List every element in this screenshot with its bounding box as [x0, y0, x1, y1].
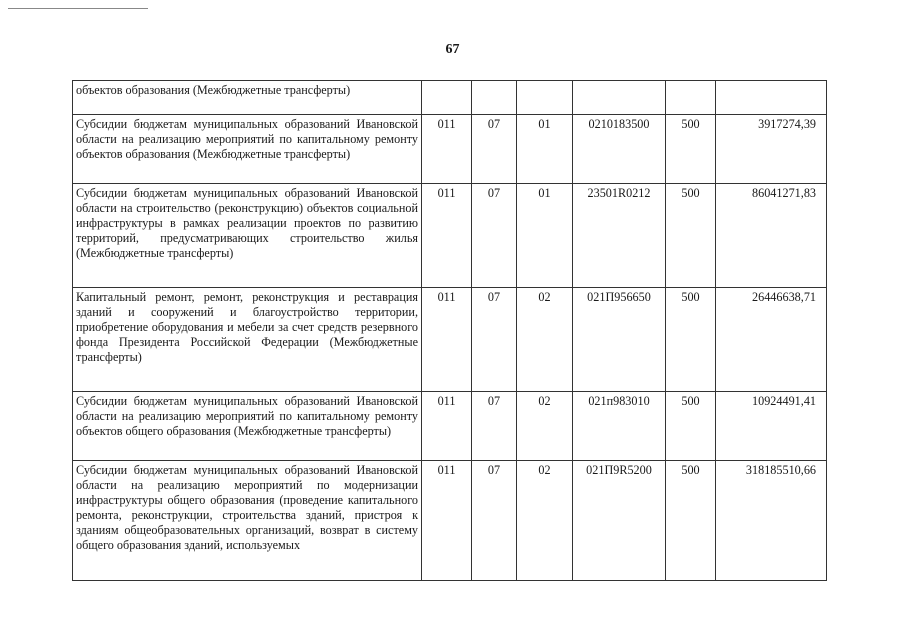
row-section-code: 07	[472, 288, 517, 392]
row-description: Субсидии бюджетам муниципальных образований Ивановской области на реализацию мероприятий по модернизации инфраструктуры общего образования (проведение капитального ремонта, реконструкции, строительства зданий, пристроя к зданиям общеобразовательных организаций, возврат в систему общего образования зданий, используемых	[73, 461, 422, 581]
table-row	[73, 81, 827, 115]
table-row	[73, 115, 827, 184]
row-amount: 3917274,39	[716, 115, 827, 184]
row-section-code: 07	[472, 184, 517, 288]
row-target-article: 021П9R5200	[573, 461, 666, 581]
row-ministry-code: 011	[422, 392, 472, 461]
row-target-article: 021п983010	[573, 392, 666, 461]
row-target-article: 021П956650	[573, 288, 666, 392]
row-expense-type	[666, 81, 716, 115]
row-ministry-code: 011	[422, 288, 472, 392]
row-expense-type: 500	[666, 288, 716, 392]
row-description: объектов образования (Межбюджетные трансферты)	[73, 81, 422, 115]
table-body	[73, 81, 827, 581]
budget-table	[72, 80, 827, 581]
row-subsection-code: 02	[517, 288, 573, 392]
row-amount: 26446638,71	[716, 288, 827, 392]
row-description: Субсидии бюджетам муниципальных образований Ивановской области на реализацию мероприятий по капитальному ремонту объектов общего образования (Межбюджетные трансферты)	[73, 392, 422, 461]
row-description: Субсидии бюджетам муниципальных образований Ивановской области на строительство (реконструкцию) объектов социальной инфраструктуры в рамках реализации проектов по развитию территорий, предусматривающих строительство жилья (Межбюджетные трансферты)	[73, 184, 422, 288]
scan-artifact-line	[8, 8, 148, 9]
row-expense-type: 500	[666, 461, 716, 581]
row-ministry-code: 011	[422, 461, 472, 581]
row-subsection-code	[517, 81, 573, 115]
row-section-code: 07	[472, 115, 517, 184]
table-row	[73, 184, 827, 288]
row-amount: 86041271,83	[716, 184, 827, 288]
row-expense-type: 500	[666, 392, 716, 461]
row-description: Субсидии бюджетам муниципальных образований Ивановской области на реализацию мероприятий по капитальному ремонту объектов образования (Межбюджетные трансферты)	[73, 115, 422, 184]
row-ministry-code	[422, 81, 472, 115]
table-row	[73, 288, 827, 392]
row-amount: 10924491,41	[716, 392, 827, 461]
row-amount: 318185510,66	[716, 461, 827, 581]
row-expense-type: 500	[666, 115, 716, 184]
row-amount	[716, 81, 827, 115]
page-number: 67	[445, 42, 460, 57]
row-ministry-code: 011	[422, 184, 472, 288]
row-subsection-code: 02	[517, 461, 573, 581]
row-description: Капитальный ремонт, ремонт, реконструкция и реставрация зданий и сооружений и благоустройство территории, приобретение оборудования и мебели за счет средств резервного фонда Президента Российской Федерации (Межбюджетные трансферты)	[73, 288, 422, 392]
row-subsection-code: 02	[517, 392, 573, 461]
table-row	[73, 461, 827, 581]
row-section-code: 07	[472, 392, 517, 461]
row-section-code: 07	[472, 461, 517, 581]
row-expense-type: 500	[666, 184, 716, 288]
row-ministry-code: 011	[422, 115, 472, 184]
row-section-code	[472, 81, 517, 115]
table-row	[73, 392, 827, 461]
row-subsection-code: 01	[517, 184, 573, 288]
row-subsection-code: 01	[517, 115, 573, 184]
row-target-article: 0210183500	[573, 115, 666, 184]
row-target-article: 23501R0212	[573, 184, 666, 288]
row-target-article	[573, 81, 666, 115]
